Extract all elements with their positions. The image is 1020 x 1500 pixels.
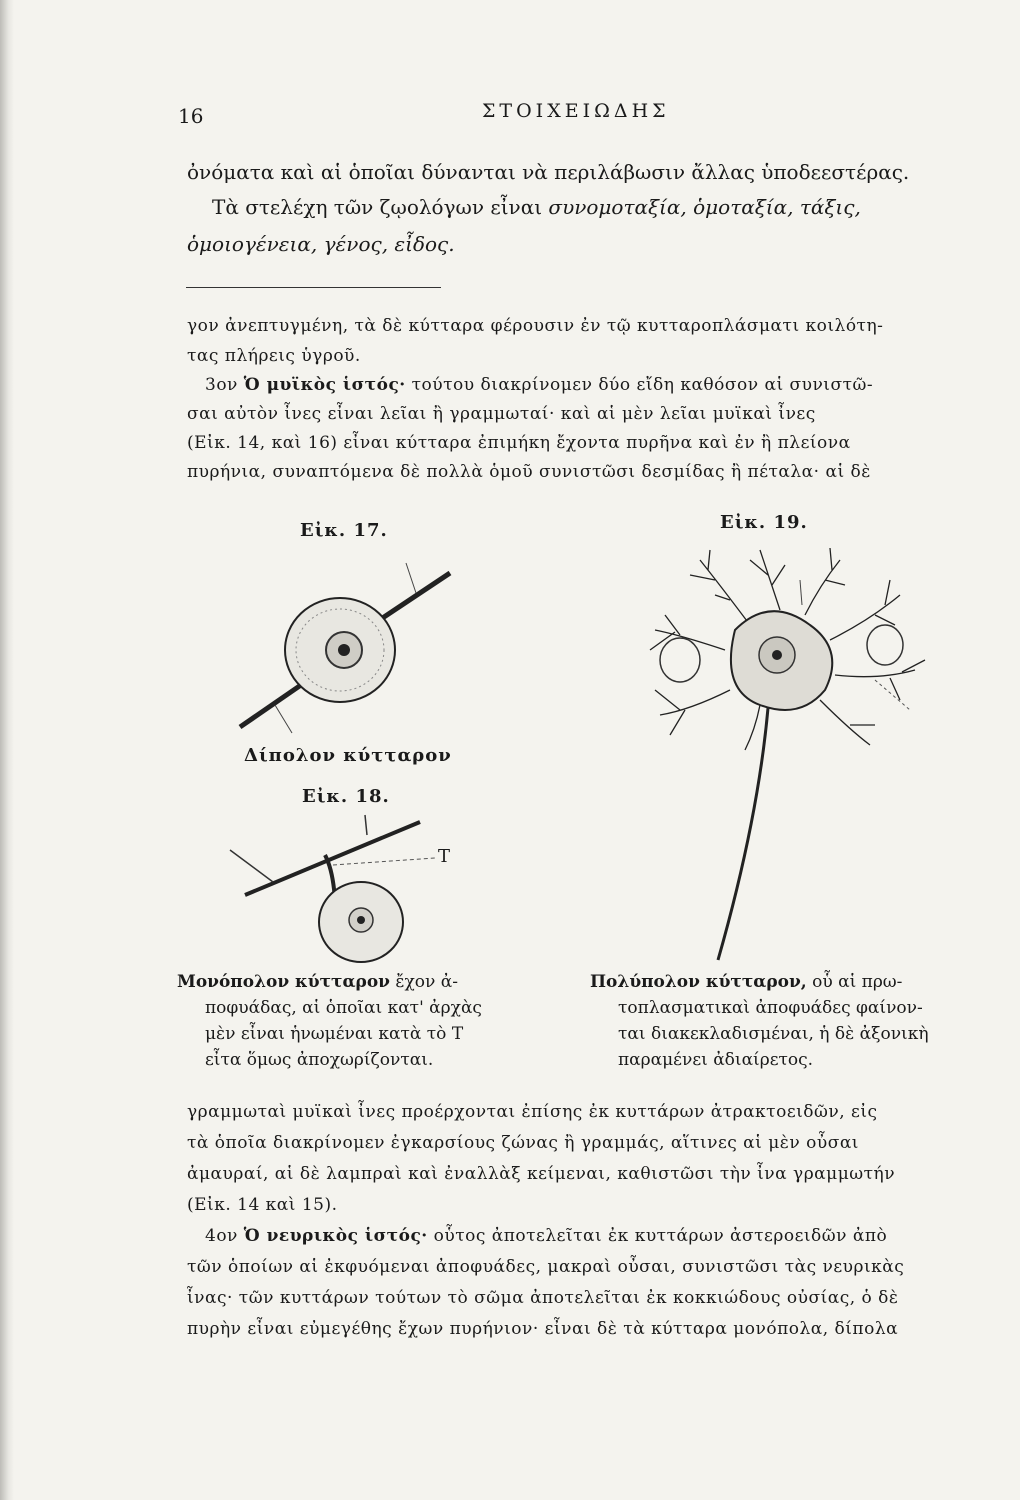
footnote-line-5: (Εἰκ. 14, καὶ 16) εἶναι κύτταρα ἐπιμήκη ἔχοντα πυρῆνα καὶ ἐν ἢ πλείονα — [187, 433, 851, 453]
unipolar-cell-illustration — [215, 810, 465, 980]
fig18-legend-line-3: μὲν εἶναι ἡνωμέναι κατὰ τὸ T — [205, 1024, 464, 1044]
muscle-tissue-text: τούτου διακρίνομεν δύο εἴδη καθόσον αἱ συνιστῶ- — [405, 375, 874, 395]
pointer-line — [365, 815, 367, 835]
section-number-4: 4ον — [205, 1226, 244, 1246]
bipolar-cell-illustration — [220, 555, 480, 755]
nervous-tissue-heading — [205, 1224, 887, 1248]
unipolar-cell-term: Μονόπολον κύτταρον — [177, 972, 390, 992]
fig19-legend-line-3: ται διακεκλαδισμέναι, ἡ δὲ ἀξονικὴ — [618, 1024, 929, 1044]
body-line-8: πυρὴν εἶναι εὐμεγέθης ἔχων πυρήνιον· εἶναι δὲ τὰ κύτταρα μονόπολα, δίπολα — [187, 1319, 899, 1339]
pointer-line — [275, 705, 292, 733]
muscle-tissue-term: Ὁ μυϊκὸς ἱστός· — [243, 375, 406, 395]
footnote-rule — [186, 287, 441, 288]
multipolar-cell-illustration — [640, 540, 940, 970]
fig19-legend-text: οὗ αἱ πρω- — [806, 972, 903, 992]
t-marker: T — [438, 846, 452, 867]
body-line-2: τὰ ὁποῖα διακρίνομεν ἐγκαρσίους ζώνας ἢ γραμμάς, αἵτινες αἱ μὲν οὖσαι — [187, 1133, 859, 1153]
pointer-line — [406, 563, 416, 593]
nucleolus — [357, 916, 365, 924]
body-line-7: ἶνας· τῶν κυττάρων τούτων τὸ σῶμα ἀποτελεῖται ἐκ κοκκιώδους οὐσίας, ὁ δὲ — [187, 1288, 899, 1308]
dendrite-loop — [660, 638, 700, 682]
footnote-line-2: τας πλήρεις ὑγροῦ. — [187, 346, 361, 366]
nervous-tissue-text: οὗτος ἀποτελεῖται ἐκ κυττάρων ἀστεροειδῶν ἀπὸ — [427, 1226, 888, 1246]
footnote-line-1: γον ἀνεπτυγμένη, τὰ δὲ κύτταρα φέρουσιν ἐν τῷ κυτταροπλάσματι κοιλότη- — [187, 316, 884, 336]
section-number-3: 3ον — [205, 375, 244, 395]
nucleolus — [772, 650, 782, 660]
fig17-caption: Εἰκ. 17. — [300, 520, 388, 541]
dendrite-loop — [867, 625, 903, 665]
bipolar-axon-upper — [375, 573, 450, 623]
page-binding-shadow — [0, 0, 14, 1500]
intro-line-1: ὀνόματα καὶ αἱ ὁποῖαι δύνανται νὰ περιλάβωσιν ἄλλας ὑποδεεστέρας. — [187, 160, 910, 184]
body-line-3: ἀμαυραί, αἱ δὲ λαμπραὶ καὶ ἐναλλὰξ κείμεναι, καθιστῶσι τὴν ἶνα γραμμωτήν — [187, 1164, 896, 1184]
fig18-legend-text: ἔχον ἀ- — [389, 972, 459, 992]
nucleolus — [338, 644, 350, 656]
t-pointer — [333, 858, 435, 865]
body-line-1: γραμμωταὶ μυϊκαὶ ἶνες προέρχονται ἐπίσης ἐκ κυττάρων ἀτρακτοειδῶν, εἰς — [187, 1102, 878, 1122]
nervous-tissue-term: Ὁ νευρικὸς ἱστός· — [243, 1226, 428, 1246]
body-line-4: (Εἰκ. 14 καὶ 15). — [187, 1195, 338, 1215]
pointer-line — [230, 850, 273, 882]
intro-line-3: ὁμοιογένεια, γένος, εἶδος. — [187, 232, 455, 256]
footnote-line-4: σαι αὐτὸν ἶνες εἶναι λεῖαι ἢ γραμμωταί· καὶ αἱ μὲν λεῖαι μυϊκαὶ ἶνες — [187, 404, 816, 424]
fig18-caption: Εἰκ. 18. — [302, 786, 390, 807]
multipolar-cell-term: Πολύπολον κύτταρον, — [590, 972, 807, 992]
taxonomy-terms: συνομοταξία, ὁμοταξία, τάξις, — [548, 195, 861, 219]
running-head: ΣΤΟΙΧΕΙΩΔΗΣ — [482, 100, 670, 122]
intro-line-2 — [212, 195, 861, 219]
fig18-legend-line-1 — [177, 970, 458, 994]
fig19-legend-line-1 — [590, 970, 902, 994]
fig19-caption: Εἰκ. 19. — [720, 512, 808, 533]
intro-line-2-text: Τὰ στελέχη τῶν ζῳολόγων εἶναι — [212, 195, 549, 219]
page-number: 16 — [178, 104, 204, 128]
body-line-6: τῶν ὁποίων αἱ ἐκφυόμεναι ἀποφυάδες, μακραὶ οὖσαι, συνιστῶσι τὰς νευρικὰς — [187, 1257, 905, 1277]
fig18-legend-line-2: ποφυάδας, αἱ ὁποῖαι κατ' ἀρχὰς — [205, 998, 482, 1018]
fig18-legend-line-4: εἶτα ὅμως ἀποχωρίζονται. — [205, 1050, 434, 1070]
fig17-label: Δίπολον κύτταρον — [244, 745, 452, 766]
muscle-tissue-heading — [205, 373, 873, 397]
fig19-legend-line-4: παραμένει ἀδιαίρετος. — [618, 1050, 814, 1070]
pointer-line — [800, 580, 802, 605]
fig19-legend-line-2: τοπλασματικαὶ ἀποφυάδες φαίνον- — [618, 998, 923, 1018]
footnote-line-6: πυρήνια, συναπτόμενα δὲ πολλὰ ὁμοῦ συνιστῶσι δεσμίδας ἢ πέταλα· αἱ δὲ — [187, 462, 871, 482]
axon — [718, 708, 768, 960]
